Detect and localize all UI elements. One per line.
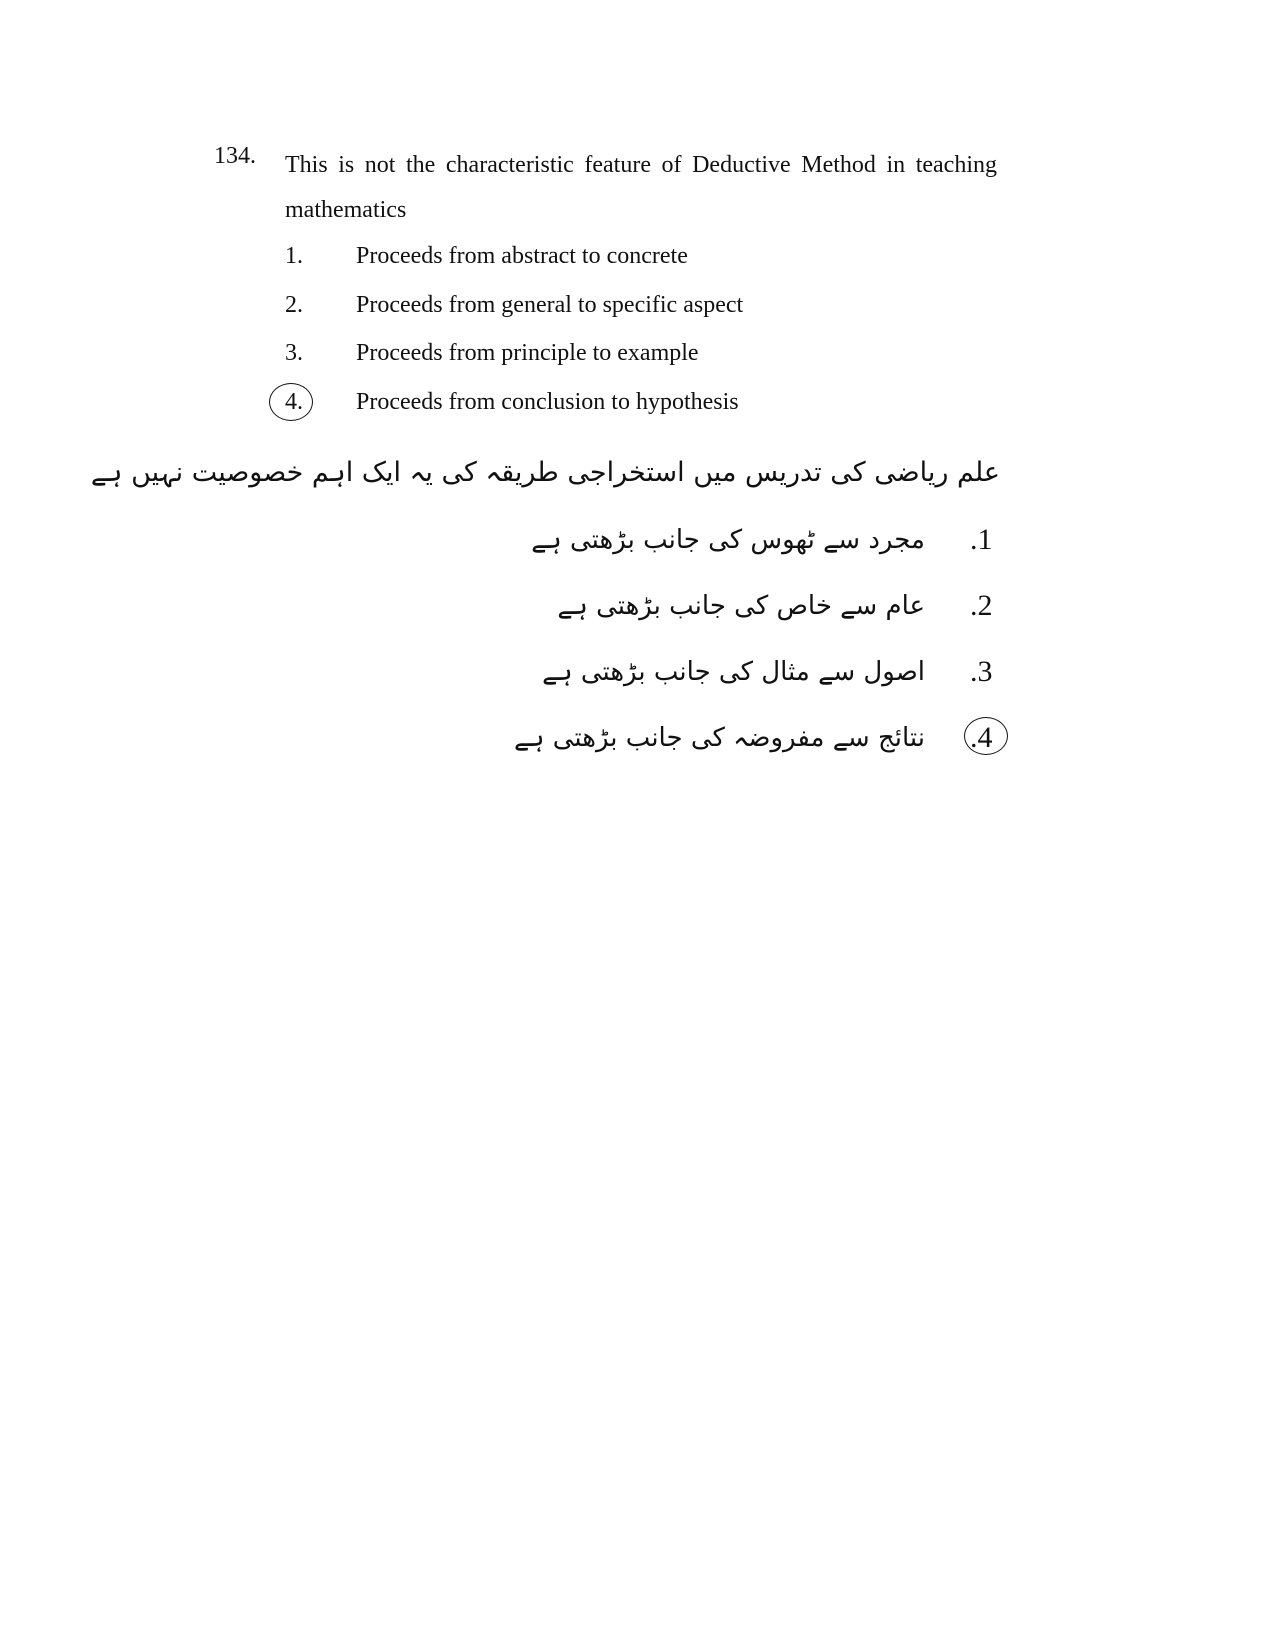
option-ur-2	[0, 589, 1275, 629]
question-number: 134.	[214, 143, 256, 169]
option-number: .1	[970, 523, 993, 556]
option-ur-3	[0, 655, 1275, 695]
option-number	[970, 721, 1030, 755]
option-text: Proceeds from principle to example	[356, 340, 699, 366]
option-number-text: .4	[970, 721, 993, 754]
option-ur-4	[0, 721, 1275, 761]
option-text: Proceeds from abstract to concrete	[356, 243, 688, 269]
option-text: اصول سے مثال کی جانب بڑھتی ہے	[542, 657, 925, 687]
question-text-en: This is not the characteristic feature of Deductive Method in teaching mathematics	[285, 152, 997, 223]
answer-circle-mark	[964, 717, 1008, 755]
option-text: نتائج سے مفروضہ کی جانب بڑھتی ہے	[513, 723, 925, 753]
option-text: Proceeds from general to specific aspect	[356, 292, 744, 318]
option-number: 2.	[285, 292, 303, 318]
option-number: 3.	[285, 340, 303, 366]
option-number: .2	[970, 589, 993, 622]
option-ur-1	[0, 523, 1275, 563]
question-text-ur: علم ریاضی کی تدریس میں استخراجی طریقہ کی یہ ایک اہم خصوصیت نہیں ہے	[90, 457, 1000, 488]
option-number: 1.	[285, 243, 303, 269]
option-number: 4.	[285, 389, 303, 415]
option-number: .3	[970, 655, 993, 688]
option-text: عام سے خاص کی جانب بڑھتی ہے	[557, 591, 925, 621]
option-text: مجرد سے ٹھوس کی جانب بڑھتی ہے	[531, 525, 925, 555]
option-text: Proceeds from conclusion to hypothesis	[356, 389, 739, 415]
